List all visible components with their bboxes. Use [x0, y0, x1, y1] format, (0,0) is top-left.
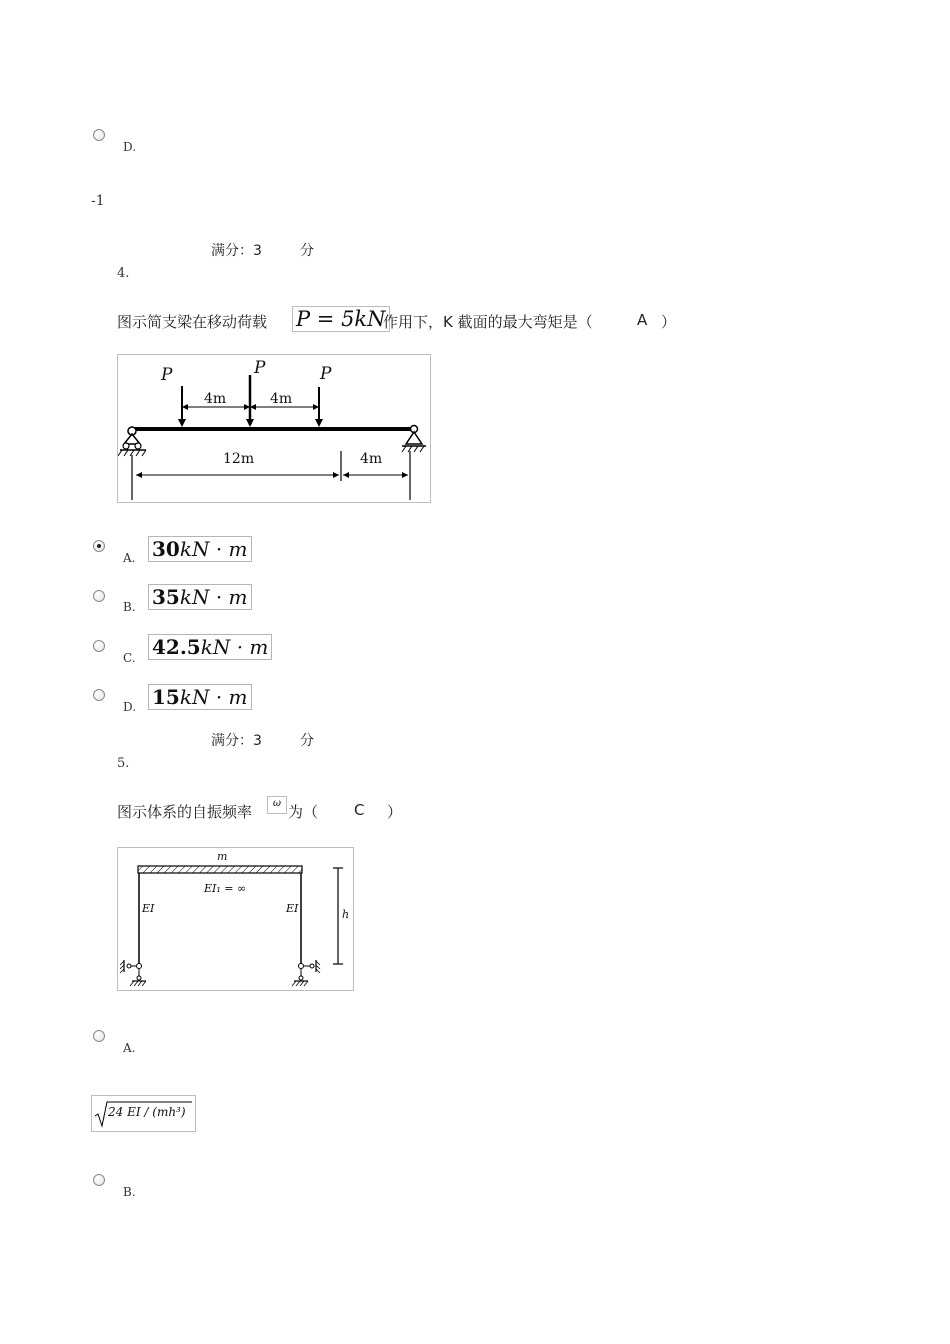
q5-option-b-letter: B.	[123, 1185, 136, 1199]
score-label-2: 满分：3	[211, 733, 262, 749]
q4-option-b-value	[148, 584, 252, 610]
q4-option-a-letter: A.	[123, 551, 136, 565]
right-column-label: EI	[286, 902, 299, 915]
load-label-3: P	[320, 364, 332, 384]
question-4-text-before: 图示简支梁在移动荷载	[117, 313, 268, 331]
q4-option-b-radio[interactable]	[93, 590, 105, 602]
question-4-load-formula: P = 5kN	[292, 306, 390, 332]
question-5-number: 5.	[117, 756, 130, 771]
q5-option-b-radio[interactable]	[93, 1174, 105, 1186]
question-4-answer: A	[637, 311, 648, 329]
q4-option-a-value	[148, 536, 252, 562]
load-label-2: P	[254, 358, 266, 378]
q4-option-a-radio[interactable]	[93, 540, 105, 552]
q5-option-a-formula: 24 EI / (mh³)	[108, 1105, 186, 1119]
question-5-answer: C	[354, 801, 365, 819]
frame-figure	[117, 847, 354, 991]
question-5-close-paren: ）	[387, 803, 403, 821]
height-label: h	[342, 908, 350, 921]
beam-figure	[117, 354, 431, 503]
question-5-text-before: 图示体系的自振频率	[117, 803, 253, 821]
q5-option-a-letter: A.	[123, 1041, 136, 1055]
q4-option-c-letter: C.	[123, 651, 136, 665]
score-label-1: 满分：3	[211, 243, 262, 259]
load-label-1: P	[161, 365, 173, 385]
q4-option-b-number: 35	[152, 585, 180, 609]
q4-option-c-unit: kN · m	[200, 635, 269, 659]
omega-symbol: ω	[267, 796, 287, 814]
beam-stiffness-label: EI₁ = ∞	[204, 882, 247, 895]
option-d-letter: D.	[123, 140, 137, 154]
span-label-2: 4m	[360, 451, 383, 467]
q4-option-d-value	[148, 684, 252, 710]
score-unit-2: 分	[300, 733, 314, 749]
q4-option-c-number: 42.5	[152, 635, 201, 659]
q4-option-c-radio[interactable]	[93, 640, 105, 652]
question-4-close-paren: ）	[661, 313, 677, 331]
q4-option-d-letter: D.	[123, 700, 137, 714]
q4-option-b-letter: B.	[123, 600, 136, 614]
q4-option-d-radio[interactable]	[93, 689, 105, 701]
q5-option-a-radio[interactable]	[93, 1030, 105, 1042]
left-column-label: EI	[142, 902, 155, 915]
question-4-text-after: 作用下，K 截面的最大弯矩是（	[383, 313, 593, 331]
mass-label: m	[217, 850, 228, 863]
q4-option-d-unit: kN · m	[179, 685, 248, 709]
q4-option-c-value	[148, 634, 272, 660]
q4-option-b-unit: kN · m	[179, 585, 248, 609]
frame-diagram	[118, 848, 353, 990]
question-4-number: 4.	[117, 266, 130, 281]
option-d-radio[interactable]	[93, 129, 105, 141]
spacing-label-1: 4m	[204, 391, 227, 407]
question-5-text-after: 为（	[288, 803, 319, 821]
q4-option-a-number: 30	[152, 537, 180, 561]
spacing-label-2: 4m	[270, 391, 293, 407]
score-unit-1: 分	[300, 243, 314, 259]
q5-option-a-formula-box	[91, 1095, 196, 1132]
span-label-1: 12m	[223, 451, 255, 467]
standalone-value: -1	[91, 193, 105, 209]
q4-option-a-unit: kN · m	[179, 537, 248, 561]
q4-option-d-number: 15	[152, 685, 180, 709]
